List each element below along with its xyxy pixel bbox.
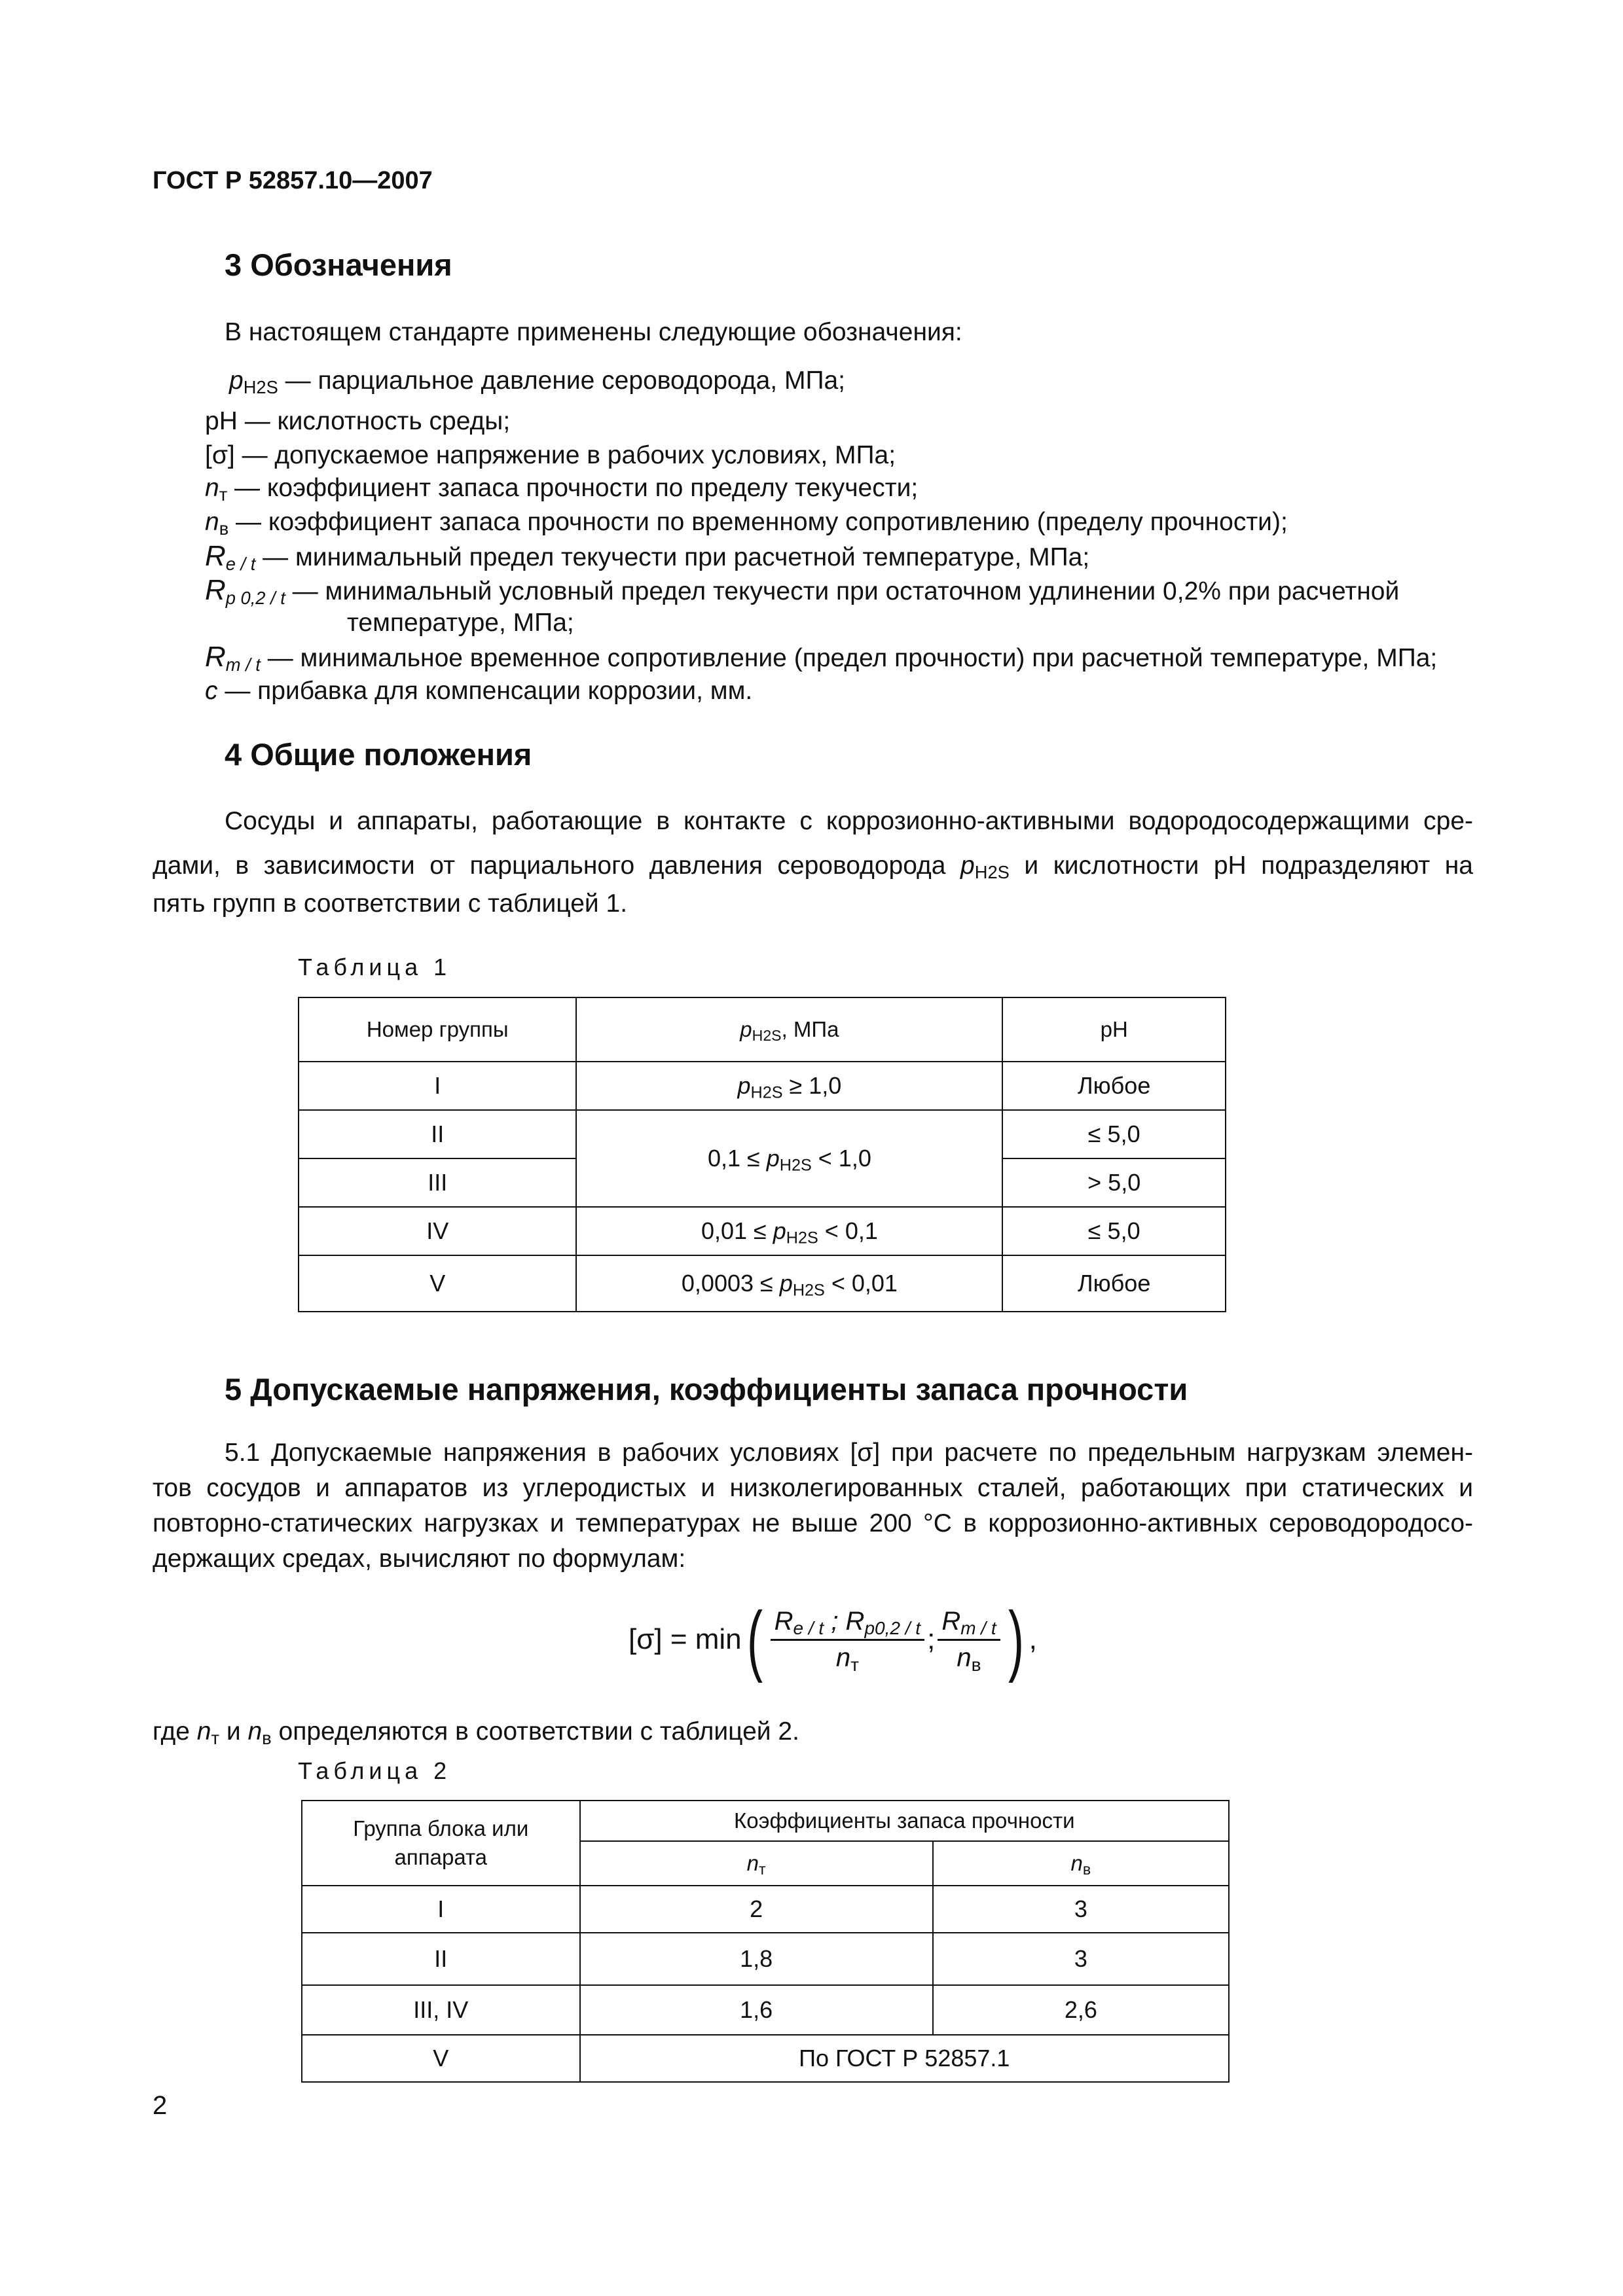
table-row: II 1,8 3	[302, 1933, 1229, 1985]
section-5-paragraph: 5.1 Допускаемые напряжения в рабочих условиях [σ] при расчете по предельным нагрузкам элемен- тов сосудов и аппаратов из углеродистых и низколегированных сталей, работающих при статических и повторно-статических нагрузках и температурах не выше 200 °C в коррозионно-активных сероводородосо- держащих средах, вычисляют по формулам:	[153, 1439, 1473, 1573]
table-row: IV $0,01 \le p_{H2S} < 0,1$ ≤ 5,0	[299, 1207, 1226, 1255]
header-safety-factors: Коэффициенты запаса прочности	[580, 1801, 1229, 1841]
allowable-stress-formula: [σ] = min ( $\frac{R_{e / t} ; R_{p0,2 / t}}{n_т}$ ; $\frac{R_{m / t}}{n_в}$ ) ,	[629, 1596, 1037, 1683]
notation-item: $R_{e / t}$ — минимальный предел текучести при расчетной температуре, МПа;	[205, 540, 1090, 574]
header-nv: $n_в$	[933, 1841, 1229, 1886]
section-4-paragraph: Сосуды и аппараты, работающие в контакте с коррозионно-активными водородосодержащими сре- дами, в зависимости от парциального давления сероводорода $p_{H2S}$ и кислотности pH подразделяют на пять групп в соответствии с таблицей 1.	[153, 807, 1473, 918]
notation-item: $n_т$ — коэффициент запаса прочности по пределу текучести;	[205, 474, 919, 505]
table-row: II $0,1 \le p_{H2S} < 1,0$ ≤ 5,0	[299, 1110, 1226, 1158]
table-header-row	[302, 1801, 1229, 1841]
header-nt: $n_т$	[580, 1841, 933, 1886]
where-clause: где $n_т$ и $n_в$ определяются в соответствии с таблицей 2.	[153, 1717, 799, 1748]
table-row: V $0,0003 \le p_{H2S} < 0,01$ Любое	[299, 1255, 1226, 1312]
notation-item: c — прибавка для компенсации коррозии, мм.	[205, 677, 753, 705]
table-2-caption: Таблица 2	[298, 1757, 452, 1784]
notation-item: [σ] — допускаемое напряжение в рабочих условиях, МПа;	[205, 441, 896, 469]
notation-item: pH — кислотность среды;	[205, 407, 511, 435]
table-2	[301, 1800, 1230, 2083]
notation-item: $p_{H2S}$ — парциальное давление сероводорода, МПа;	[229, 367, 846, 397]
fraction-yield: $\frac{R_{e / t} ; R_{p0,2 / t}}{n_т}$	[771, 1607, 924, 1673]
table-row: V По ГОСТ Р 52857.1	[302, 2035, 1229, 2082]
header-ph: pH	[1002, 997, 1226, 1062]
table-1	[298, 997, 1226, 1312]
header-group-number: Номер группы	[299, 997, 576, 1062]
notation-item: $n_в$ — коэффициент запаса прочности по временному сопротивлению (пределу прочности);	[205, 508, 1288, 539]
table-row: III > 5,0	[299, 1158, 1226, 1207]
table-row: I 2 3	[302, 1886, 1229, 1933]
notation-item: $R_{m / t}$ — минимальное временное сопротивление (предел прочности) при расчетной температуре, МПа;	[205, 641, 1438, 675]
table-row: III, IV 1,6 2,6	[302, 1985, 1229, 2035]
page-number: 2	[153, 2091, 168, 2120]
fraction-tensile: $\frac{R_{m / t}}{n_в}$	[938, 1607, 1000, 1673]
section-3-title: 3 Обозначения	[225, 247, 452, 282]
header-block-group: Группа блока или аппарата	[302, 1801, 580, 1886]
notation-item: $R_{p 0,2 / t}$ — минимальный условный предел текучести при остаточном удлинении 0,2% при расчетной	[205, 574, 1400, 608]
notation-item-continuation: температуре, МПа;	[347, 609, 574, 637]
header-pressure: $p_{H2S}$, МПа	[576, 997, 1002, 1062]
section-5-title: 5 Допускаемые напряжения, коэффициенты запаса прочности	[225, 1372, 1188, 1407]
document-code: ГОСТ Р 52857.10—2007	[153, 167, 433, 194]
section-4-title: 4 Общие положения	[225, 737, 532, 772]
table-row: I $p_{H2S} \ge 1,0$ Любое	[299, 1062, 1226, 1110]
section-3-intro: В настоящем стандарте применены следующие обозначения:	[225, 318, 962, 346]
table-1-caption: Таблица 1	[298, 954, 452, 980]
table-header-row	[299, 997, 1226, 1062]
